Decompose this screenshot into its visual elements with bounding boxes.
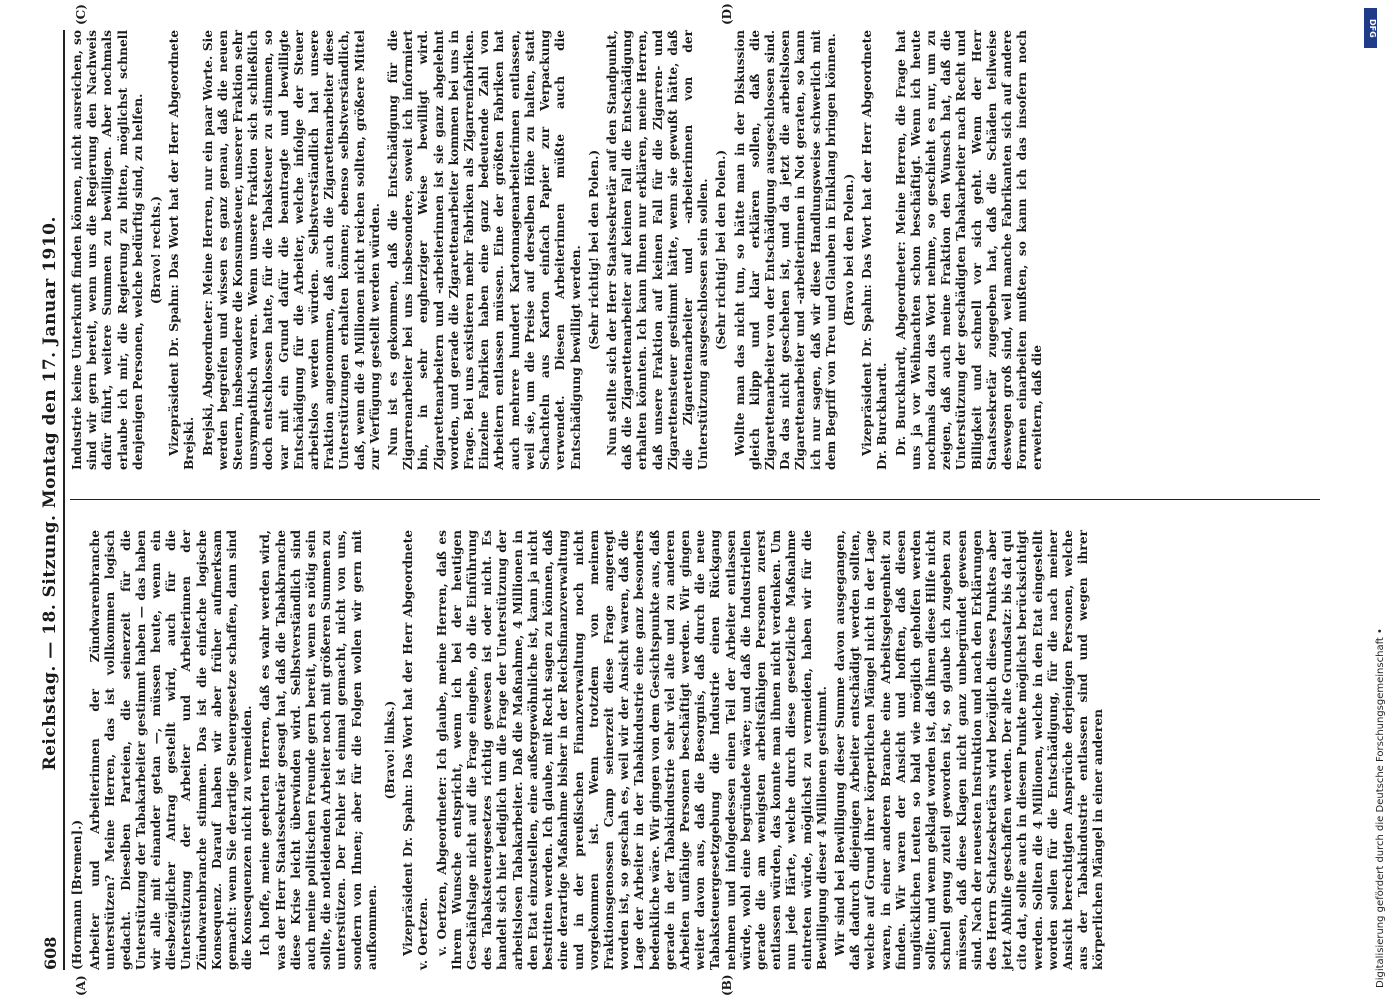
left-column xyxy=(70,530,1320,970)
margin-marker-c: (C) xyxy=(74,4,88,25)
right-paragraph: Dr. Burckhardt, Abgeordneter: Meine Herren, die Frage hat uns ja vor Weihnachten schon beschäftigt. Wenn ich heute nochmals dazu das Wort nehme, so geschieht es nur, um zu zeigen, daß auch meine Fraktion den Wunsch hat, daß die Unterstützung der geschädigten Tabakarbeiter nach Recht und Billigkeit und schnell vor sich geht. Wenn der Herr Staatssekretär zugegeben hat, daß die Schäden teilweise deswegen groß sind, weil manche Fabrikanten sich auf andere Formen einarbeiten mußten, so kann ich das insofern noch erweitern, daß die xyxy=(893,30,1045,470)
right-paragraph: Vizepräsident Dr. Spahn: Das Wort hat der Herr Abgeordnete Dr. Burckhardt. xyxy=(860,30,890,470)
column-divider xyxy=(70,499,1320,500)
right-paragraph: Nun stellte sich der Herr Staatssekretär auf den Standpunkt, daß die Zigarettenarbeiter auf keinen Fall die Entschädigung erhalten könnten. Ich kann Ihnen nur erklären, meine Herren, daß unsere Fraktion auf keinen Fall für die Zigarren- und Zigarettensteuer gestimmt hätte, wenn sie gewußt hätte, daß die Zigarettenarbeiter und -arbeiterinnen von der Unterstützung ausgeschlossen sein sollen. xyxy=(604,30,711,470)
right-paragraph: (Bravo! rechts.) xyxy=(149,195,164,305)
margin-marker-d: (D) xyxy=(720,3,734,25)
right-paragraph: (Sehr richtig! bei den Polen.) xyxy=(586,149,601,351)
dfg-credit-text: Digitalisierung gefördert durch die Deutsche Forschungsgemeinschaft • xyxy=(1375,628,1386,988)
left-paragraph: Ich hoffe, meine geehrten Herren, daß es wahr werden wird, was der Herr Staatssekretär gesagt hat, daß die Tabakbranche diese Krise leicht überwinden wird. Selbstverständlich sind auch meine politischen Freunde gern bereit, wenn es nötig sein sollte, die notleidenden Arbeiter noch mit größeren Summen zu unterstützen. Der Fehler ist einmal gemacht, nicht von uns, sondern von Ihnen; aber für die Folgen wollen wir gern mit aufkommen. xyxy=(258,530,379,970)
margin-marker-a: (A) xyxy=(74,975,88,996)
right-column xyxy=(70,30,1320,470)
dfg-credit xyxy=(1363,8,1386,1003)
page-title: Reichstag. — 18. Sitzung. Montag den 17. Januar 1910. xyxy=(40,216,60,771)
left-paragraph: Vizepräsident Dr. Spahn: Das Wort hat der Herr Abgeordnete v. Oertzen. xyxy=(401,530,431,970)
right-paragraph: Industrie keine Unterkunft finden können, nicht ausreichen, so sind wir gern bereit, wenn uns die Regierung den Nachweis dafür führt, weitere Summen zu bewilligen. Aber nochmals erlaube ich mir, die Regierung zu bitten, möglichst schnell denjenigen Personen, welche bedürftig sind, zu helfen. xyxy=(70,30,145,470)
left-paragraph: Wir sind bei Bewilligung dieser Summe davon ausgegangen, daß dadurch diejenigen Arbeiter entschädigt werden sollten, welche auf Grund ihrer körperlichen Mängel nicht in der Lage waren, in einer anderen Branche eine Arbeitsgelegenheit zu finden. Wir waren der Ansicht und hofften, daß diesen unglücklichen Leuten so bald wie möglich geholfen werden sollte; und wenn geklagt worden ist, daß ihnen diese Hilfe nicht schnell genug zuteil geworden ist, so glaube ich zugeben zu müssen, daß diese Klagen nicht ganz unbegründet gewesen sind. Nach der neuesten Instruktion und nach den Erklärungen des Herrn Schatzsekretärs wird bezüglich dieses Punktes aber jetzt Abhilfe geschaffen werden. Der alte Grundsatz: bis dat qui cito dat, sollte auch in diesem Punkte möglichst berücksichtigt werden. Sollten die 4 Millionen, welche in den Etat eingestellt worden sollen für die Entschädigung, für die nach meiner Ansicht berechtigten Ansprüche derjenigen Personen, welche aus der Tabakindustrie entlassen sind und wegen ihrer körperlichen Mängel in einer anderen xyxy=(832,530,1106,970)
left-paragraph: Arbeiter und Arbeiterinnen der Zündwarenbranche unterstützen? Meine Herren, das ist vollkommen logisch gedacht. Dieselben Parteien, die seinerzeit für die Unterstützung der Tabakarbeiter gestimmt haben — das haben wir alle mit einander getan —, müssen heute, wenn ein diesbezüglicher Antrag gestellt wird, auch für die Unterstützung der Arbeiter und Arbeiterinnen der Zündwarenbranche stimmen. Das ist die einfache logische Konsequenz. Darauf haben wir aber früher aufmerksam gemacht: wenn Sie derartige Steuergesetze schaffen, dann sind die Konsequenzen nicht zu vermeiden. xyxy=(88,530,255,970)
right-paragraph: Nun ist es gekommen, daß die Entschädigung für die Zigarrenarbeiter bei uns insbesondere, soweit ich informiert bin, in sehr engherziger Weise bewilligt wird. Zigarettenarbeitern und -arbeiterinnen ist sie ganz abgelehnt worden, und gerade die Zigarettenarbeiter kommen bei uns in Frage. Bei uns existieren mehr Fabriken als Zigarrenfabriken. Einzelne Fabriken haben eine ganz bedeutende Zahl von Arbeitern entlassen müssen. Eine der größten Fabriken hat auch mehrere hundert Kartonnagenarbeiterinnen entlassen, weil sie, um die Preise auf derselben Höhe zu halten, statt Schachteln aus Karton einfach Papier zur Verpackung verwendet. Diesen Arbeiterinnen müßte auch die Entschädigung bewilligt werden. xyxy=(386,30,583,470)
right-paragraph: (Bravo bei den Polen.) xyxy=(841,173,856,327)
page-number: 608 xyxy=(41,936,60,970)
left-paragraph: (Bravo! links.) xyxy=(383,700,398,800)
left-paragraph: v. Oertzen, Abgeordneter: Ich glaube, meine Herren, daß es Ihrem Wunsche entspricht, wenn ich bei der heutigen Geschäftslage nicht auf die Frage eingehe, ob die Einführung des Tabaksteuergesetzes richtig gewesen ist oder nicht. Es handelt sich hier lediglich um die Frage der Unterstützung der arbeitslosen Tabakarbeiter. Daß die Maßnahme, 4 Millionen in den Etat einzustellen, eine außergewöhnliche ist, kann ja nicht bestritten werden. Ich glaube, mit Recht sagen zu können, daß eine derartige Maßnahme bisher in der Reichsfinanzverwaltung und in der preußischen Finanzverwaltung noch nicht vorgekommen ist. Wenn trotzdem von meinem Fraktionsgenossen Camp seinerzeit diese Frage angeregt worden ist, so geschah es, weil wir der Ansicht waren, daß die Lage der Arbeiter in der Tabakindustrie eine ganz besonders bedenkliche wäre. Wir gingen von dem Gesichtspunkte aus, daß gerade in der Tabakindustrie sehr viel alte und zu anderen Arbeiten unfähige Personen beschäftigt werden. Wir gingen weiter davon aus, daß die Besorgnis, daß durch die neue Tabaksteuergesetzgebung die Industrie einen Rückgang nehmen und infolgedessen einen Teil der Arbeiter entlassen würde, wohl eine begründete wäre; und daß die Industriellen gerade die am wenigsten arbeitsfähigen Personen zuerst entlassen würden, das konnte man ihnen nicht verdenken. Um nun jede Härte, welche durch diese gesetzliche Maßnahme eintreten würde, möglichst zu vermeiden, haben wir für die Bewilligung dieser 4 Millionen gestimmt. xyxy=(434,530,829,970)
dfg-logo: DFG xyxy=(1364,8,1377,48)
right-paragraph: (Sehr richtig! bei den Polen.) xyxy=(714,149,729,351)
right-paragraph: Wollte man das nicht tun, so hätte man in der Diskussion gleich klipp und klar erklären sollen, daß die Zigarettenarbeiter von der Entschädigung ausgeschlossen sind. Da das nicht geschehen ist, und da jetzt die arbeitslosen Zigarettenarbeiter und -arbeiterinnen in Not geraten, so kann ich nur sagen, daß wir diese Handlungsweise schwerlich mit dem Begriff von Treu und Glauben in Einklang bringen können. xyxy=(732,30,838,470)
right-paragraph: Brejski, Abgeordneter: Meine Herren, nur ein paar Worte. Sie werden begreifen und wissen es ganz genau, daß die neuen Steuern, insbesondere die Konsumsteuer, unserer Fraktion sehr unsympathisch waren. Wenn unsere Fraktion sich schließlich doch entschlossen hatte, für die Tabaksteuer zu stimmen, so war mit ein Grund dafür die beantragte und bewilligte Entschädigung für die Arbeiter, welche infolge der Steuer arbeitslos werden würden. Selbstverständlich hat unsere Fraktion angenommen, daß auch die Zigarettenarbeiter diese Unterstützungen erhalten können; ebenso selbstverständlich, daß, wenn die 4 Millionen nicht reichen sollten, größere Mittel zur Verfügung gestellt werden würden. xyxy=(200,30,382,470)
page-header xyxy=(30,30,65,970)
left-paragraph: (Hormann [Bremen].) xyxy=(70,819,84,970)
right-paragraph: Vizepräsident Dr. Spahn: Das Wort hat der Herr Abgeordnete Brejski. xyxy=(167,30,197,470)
margin-marker-b: (B) xyxy=(720,974,734,996)
rotated-scan xyxy=(30,3,1330,996)
